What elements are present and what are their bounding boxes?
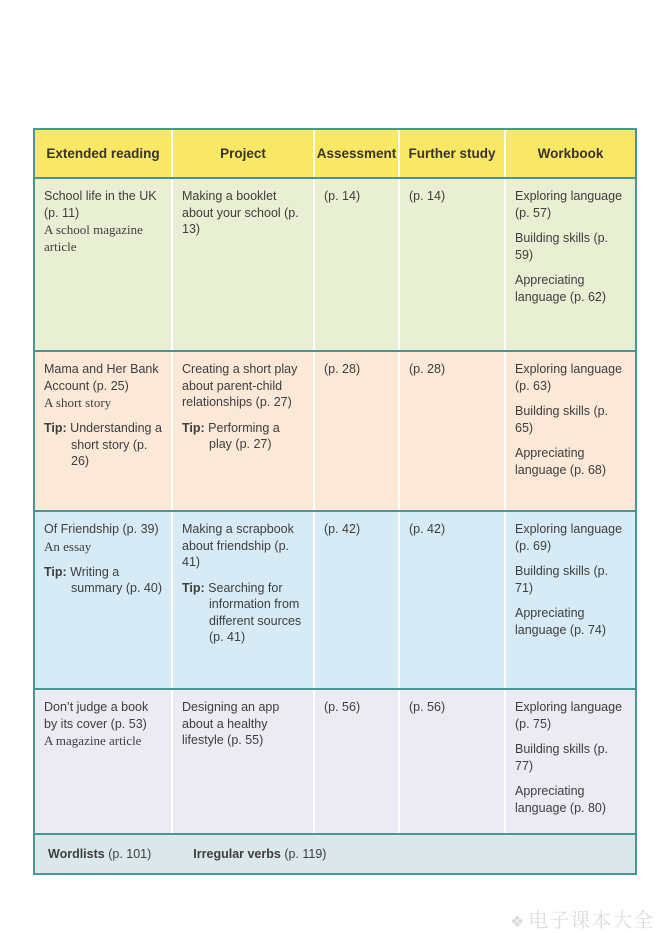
workbook-item: Appreciating language (p. 68) (515, 446, 607, 477)
cell-assessment: (p. 42) (315, 512, 400, 688)
contents-table (33, 128, 637, 875)
workbook-item: Exploring language (p. 75) (515, 700, 623, 731)
header-extended-reading: Extended reading (35, 130, 173, 177)
cell-further-study: (p. 56) (400, 690, 506, 833)
header-project: Project (173, 130, 315, 177)
reading-title: School life in the UK (p. 11) (44, 189, 157, 220)
project-title: Making a scrapbook about friendship (p. 41) (182, 522, 294, 569)
table-row (35, 350, 635, 510)
cell-project (173, 352, 315, 510)
cell-further-study: (p. 14) (400, 179, 506, 350)
workbook-item: Appreciating language (p. 62) (515, 273, 607, 304)
cell-assessment: (p. 14) (315, 179, 400, 350)
reading-tip: Tip: Writing a summary (p. 40) (44, 564, 162, 596)
cell-assessment: (p. 56) (315, 690, 400, 833)
workbook-item: Exploring language (p. 63) (515, 362, 623, 393)
watermark-logo-icon: ❖ (510, 914, 526, 931)
cell-further-study: (p. 28) (400, 352, 506, 510)
table-row (35, 510, 635, 688)
cell-workbook (506, 179, 635, 350)
project-title: Making a booklet about your school (p. 13) (182, 189, 299, 236)
workbook-item: Appreciating language (p. 74) (515, 606, 607, 637)
reading-title: Don’t judge a book by its cover (p. 53) (44, 700, 149, 731)
cell-extended-reading (35, 690, 173, 833)
reading-genre: A magazine article (44, 733, 142, 748)
reading-genre: A school magazine article (44, 222, 143, 255)
header-assessment: Assessment (315, 130, 400, 177)
workbook-item: Appreciating language (p. 80) (515, 784, 607, 815)
cell-extended-reading (35, 352, 173, 510)
project-title: Creating a short play about parent-child relationships (p. 27) (182, 362, 298, 409)
workbook-item: Building skills (p. 59) (515, 231, 609, 262)
project-tip: Tip: Searching for information from different sources (p. 41) (182, 580, 302, 644)
wordlists-entry: Wordlists (p. 101) (48, 847, 152, 861)
table-footer-row (35, 833, 635, 873)
table-header-row (35, 130, 635, 177)
header-further-study: Further study (400, 130, 506, 177)
workbook-item: Exploring language (p. 69) (515, 522, 623, 553)
table-row (35, 177, 635, 350)
workbook-item: Exploring language (p. 57) (515, 189, 623, 220)
reading-title: Of Friendship (p. 39) (44, 522, 159, 536)
cell-workbook (506, 512, 635, 688)
project-title: Designing an app about a healthy lifestyle (p. 55) (182, 700, 280, 747)
workbook-item: Building skills (p. 71) (515, 564, 609, 595)
cell-extended-reading (35, 179, 173, 350)
cell-workbook (506, 690, 635, 833)
workbook-item: Building skills (p. 77) (515, 742, 609, 773)
workbook-item: Building skills (p. 65) (515, 404, 609, 435)
cell-project (173, 179, 315, 350)
cell-project (173, 512, 315, 688)
cell-project (173, 690, 315, 833)
cell-assessment: (p. 28) (315, 352, 400, 510)
cell-extended-reading (35, 512, 173, 688)
header-workbook: Workbook (537, 145, 604, 161)
project-tip: Tip: Performing a play (p. 27) (182, 420, 280, 451)
watermark: ❖ 电子课本大全 (510, 910, 655, 932)
irregular-verbs-entry: Irregular verbs (p. 119) (193, 847, 327, 861)
reading-genre: A short story (44, 395, 112, 410)
reading-tip: Tip: Understanding a short story (p. 26) (44, 421, 162, 469)
reading-genre: An essay (44, 538, 92, 554)
cell-workbook (506, 352, 635, 510)
cell-further-study: (p. 42) (400, 512, 506, 688)
reading-title: Mama and Her Bank Account (p. 25) (44, 362, 159, 393)
table-row (35, 688, 635, 833)
